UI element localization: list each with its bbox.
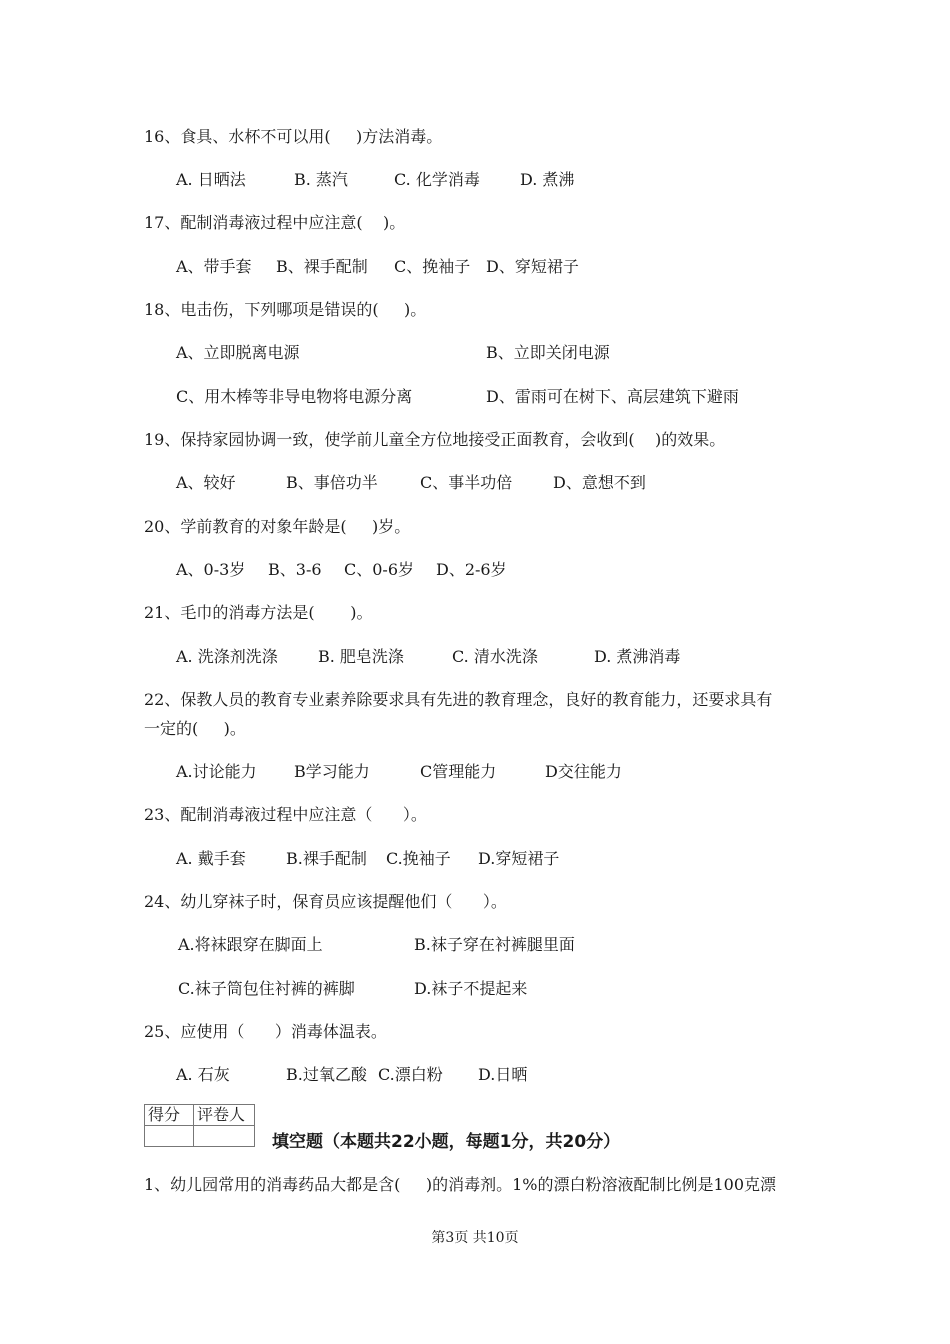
question-19-option-b: B、事倍功半	[286, 473, 378, 492]
question-20-option-a: A、0-3岁	[176, 560, 246, 579]
question-20-stem: 20、学前教育的对象年龄是( )岁。	[144, 517, 411, 536]
question-17-stem: 17、配制消毒液过程中应注意( )。	[144, 213, 406, 232]
question-19-option-a: A、较好	[176, 473, 236, 492]
question-23-option-a: A. 戴手套	[176, 849, 246, 868]
question-16-option-b: B. 蒸汽	[294, 170, 348, 189]
question-16-stem: 16、食具、水杯不可以用( )方法消毒。	[144, 127, 443, 146]
question-22-option-a: A.讨论能力	[176, 762, 257, 781]
question-23-option-c: C.挽袖子	[386, 849, 451, 868]
question-25-option-a: A. 石灰	[176, 1065, 230, 1084]
question-17-option-c: C、挽袖子	[394, 257, 471, 276]
question-21-option-d: D. 煮沸消毒	[594, 647, 681, 666]
question-19-stem: 19、保持家园协调一致，使学前儿童全方位地接受正面教育，会收到( )的效果。	[144, 430, 726, 449]
question-18-stem: 18、电击伤，下列哪项是错误的( )。	[144, 300, 427, 319]
question-25-stem: 25、应使用（ ）消毒体温表。	[144, 1022, 387, 1041]
question-18-option-b: B、立即关闭电源	[486, 343, 610, 362]
question-16-option-c: C. 化学消毒	[394, 170, 480, 189]
question-24-option-b: B.袜子穿在衬裤腿里面	[414, 935, 575, 954]
question-20-option-b: B、3-6	[268, 560, 322, 579]
question-20-option-c: C、0-6岁	[344, 560, 415, 579]
grader-label: 评卷人	[194, 1105, 255, 1126]
question-17-option-d: D、穿短裙子	[486, 257, 579, 276]
section-title: 填空题（本题共22小题，每题1分，共20分）	[272, 1132, 621, 1152]
score-label: 得分	[145, 1105, 194, 1126]
question-24-option-d: D.袜子不提起来	[414, 979, 528, 998]
question-16-option-a: A. 日晒法	[176, 170, 246, 189]
question-23-stem: 23、配制消毒液过程中应注意（ ）。	[144, 805, 427, 824]
question-18-option-d: D、雷雨可在树下、高层建筑下避雨	[486, 387, 739, 406]
question-19-option-c: C、事半功倍	[420, 473, 513, 492]
question-22-option-d: D交往能力	[545, 762, 622, 781]
question-22-option-c: C管理能力	[420, 762, 497, 781]
question-22-option-b: B学习能力	[294, 762, 370, 781]
question-25-option-c: C.漂白粉	[378, 1065, 443, 1084]
page-footer: 第3页 共10页	[431, 1230, 519, 1246]
question-25-option-b: B.过氧乙酸	[286, 1065, 367, 1084]
score-table	[144, 1104, 255, 1147]
question-17-option-b: B、裸手配制	[276, 257, 368, 276]
question-17-option-a: A、带手套	[176, 257, 252, 276]
question-20-option-d: D、2-6岁	[436, 560, 507, 579]
question-21-option-a: A. 洗涤剂洗涤	[176, 647, 278, 666]
question-21-stem: 21、毛巾的消毒方法是( )。	[144, 603, 373, 622]
grader-cell	[194, 1126, 255, 1147]
question-18-option-c: C、用木棒等非导电物将电源分离	[176, 387, 413, 406]
score-cell	[145, 1126, 194, 1147]
question-19-option-d: D、意想不到	[553, 473, 646, 492]
question-22-stem-line2: 一定的( )。	[144, 719, 246, 738]
question-24-option-a: A.将袜跟穿在脚面上	[178, 935, 323, 954]
question-18-option-a: A、立即脱离电源	[176, 343, 300, 362]
fill-question-1: 1、幼儿园常用的消毒药品大都是含( )的消毒剂。1%的漂白粉溶液配制比例是100克漂	[144, 1175, 777, 1194]
question-23-option-d: D.穿短裙子	[478, 849, 560, 868]
question-24-option-c: C.袜子筒包住衬裤的裤脚	[178, 979, 355, 998]
question-24-stem: 24、幼儿穿袜子时，保育员应该提醒他们（ ）。	[144, 892, 507, 911]
question-21-option-c: C. 清水洗涤	[452, 647, 538, 666]
question-25-option-d: D.日晒	[478, 1065, 528, 1084]
question-21-option-b: B. 肥皂洗涤	[318, 647, 404, 666]
question-23-option-b: B.裸手配制	[286, 849, 367, 868]
question-16-option-d: D. 煮沸	[520, 170, 575, 189]
question-22-stem-line1: 22、保教人员的教育专业素养除要求具有先进的教育理念，良好的教育能力，还要求具有	[144, 690, 773, 709]
